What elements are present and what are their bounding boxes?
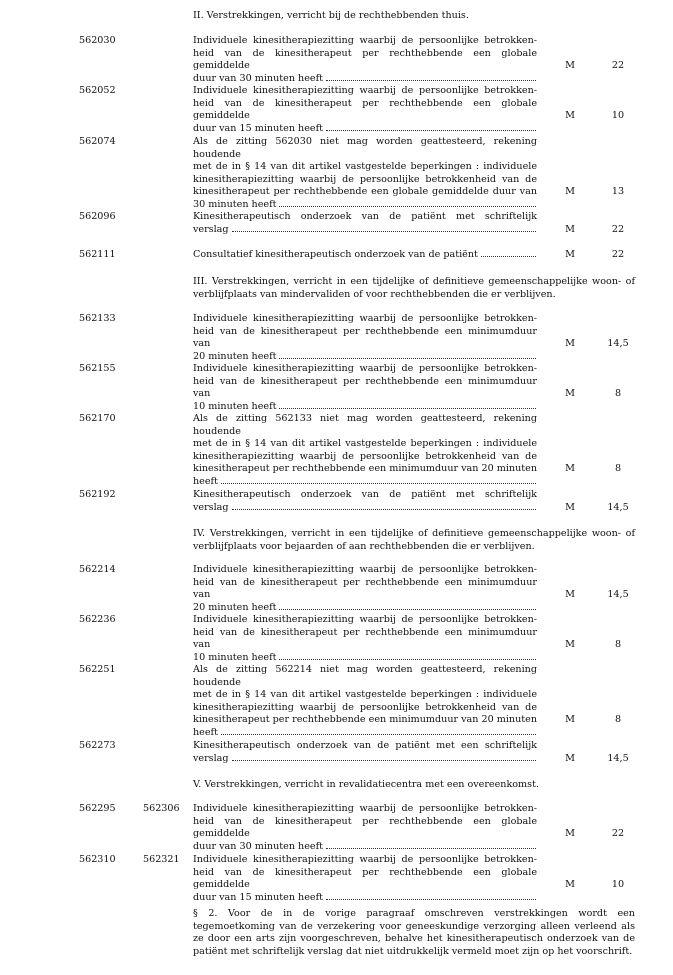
dot-leader: [326, 898, 536, 900]
dot-leader: [279, 658, 536, 660]
description-line: Individuele kinesitherapiezitting waarbij de persoonlijke betrokken-: [193, 35, 537, 46]
key-letter: M: [565, 60, 575, 71]
dot-leader: [232, 230, 536, 232]
description-last-line: [193, 753, 537, 766]
description-last-line: [193, 123, 537, 136]
entry-description: [193, 740, 537, 765]
nomenclature-code: 562251: [79, 664, 116, 675]
coefficient-value: 8: [614, 714, 622, 725]
description-line: duur van 30 minuten heeft: [193, 840, 323, 852]
description-line: kinesitherapiezitting waarbij de persoonlijke betrokkenheid van de: [193, 450, 537, 462]
description-line: heid van de kinesitherapeut per rechthebbende een globale gemiddelde: [193, 97, 537, 121]
description-line: verslag: [193, 501, 229, 513]
description-last-line: [193, 841, 537, 854]
coefficient-value: 10: [611, 879, 625, 890]
dot-leader: [221, 482, 536, 484]
coefficient-value: 13: [611, 186, 625, 197]
description-line: met de in § 14 van dit artikel vastgestelde beperkingen : individuele: [193, 438, 537, 449]
description-line: Individuele kinesitherapiezitting waarbij de persoonlijke betrokken-: [193, 614, 537, 625]
description-last-line: [193, 249, 537, 262]
key-letter: M: [565, 186, 575, 197]
dot-leader: [232, 759, 536, 761]
description-line: 10 minuten heeft: [193, 400, 277, 412]
description-line: Kinesitherapeutisch onderzoek van de patiënt met schriftelijk: [193, 489, 537, 500]
section-heading-iv: IV. Verstrekkingen, verricht in een tijdelijke of definitieve gemeenschappelijke woon- of verblijfplaats voor bejaarden of aan rechthebbenden die er verblijven.: [193, 528, 635, 552]
description-line: heid van de kinesitherapeut per rechthebbende een minimumduur van: [193, 626, 537, 650]
description-line: 20 minuten heeft: [193, 350, 277, 362]
entry-description: [193, 136, 537, 211]
coefficient-value: 8: [614, 463, 622, 474]
description-line: verslag: [193, 223, 229, 235]
nomenclature-code: 562295: [79, 803, 116, 814]
coefficient-value: 22: [611, 249, 625, 260]
dot-leader: [279, 357, 536, 359]
description-last-line: [193, 224, 537, 237]
section-heading-ii: II. Verstrekkingen, verricht bij de rechthebbenden thuis.: [193, 10, 469, 21]
nomenclature-code: 562096: [79, 211, 116, 222]
description-line: 20 minuten heeft: [193, 601, 277, 613]
description-line: met de in § 14 van dit artikel vastgestelde beperkingen : individuele: [193, 161, 537, 172]
key-letter: M: [565, 110, 575, 121]
description-line: Als de zitting 562133 niet mag worden geattesteerd, rekening houdende: [193, 413, 537, 437]
entry-description: [193, 35, 537, 85]
description-line: heid van de kinesitherapeut per rechthebbende een minimumduur van: [193, 325, 537, 349]
description-line: Als de zitting 562030 niet mag worden geattesteerd, rekening houdende: [193, 136, 537, 160]
entry-description: [193, 803, 537, 853]
description-line: 30 minuten heeft: [193, 198, 277, 210]
nomenclature-code: 562273: [79, 740, 116, 751]
coefficient-value: 10: [611, 110, 625, 121]
coefficient-value: 22: [611, 60, 625, 71]
description-line: kinesitherapeut per rechthebbende een minimumduur van 20 minuten: [193, 463, 538, 474]
description-line: Kinesitherapeutisch onderzoek van de patiënt met een schriftelijk: [193, 740, 537, 751]
entry-description: [193, 85, 537, 135]
nomenclature-code: 562192: [79, 489, 116, 500]
description-last-line: [193, 727, 537, 740]
nomenclature-code: 562310: [79, 854, 116, 865]
dot-leader: [279, 205, 536, 207]
description-line: kinesitherapeut per rechthebbende een globale gemiddelde duur van: [193, 186, 537, 197]
key-letter: M: [565, 752, 575, 764]
key-letter: M: [565, 879, 575, 890]
nomenclature-code-secondary: 562321: [143, 854, 180, 865]
entry-description: [193, 564, 537, 614]
description-line: kinesitherapiezitting waarbij de persoonlijke betrokkenheid van de: [193, 701, 537, 713]
key-letter: M: [565, 388, 575, 399]
dot-leader: [326, 129, 536, 131]
coefficient-value: 14,5: [607, 589, 629, 600]
nomenclature-code: 562111: [79, 249, 116, 260]
entry-description: [193, 489, 537, 514]
description-line: heid van de kinesitherapeut per rechthebbende een minimumduur van: [193, 375, 537, 399]
description-last-line: [193, 199, 537, 212]
key-letter: M: [565, 714, 575, 725]
nomenclature-code: 562170: [79, 413, 116, 424]
coefficient-value: 14,5: [607, 338, 629, 349]
entry-description: [193, 249, 537, 262]
description-line: kinesitherapiezitting waarbij de persoonlijke betrokkenheid van de: [193, 173, 537, 185]
entry-description: [193, 413, 537, 488]
description-line: 10 minuten heeft: [193, 651, 277, 663]
description-line: Individuele kinesitherapiezitting waarbij de persoonlijke betrokken-: [193, 564, 537, 575]
key-letter: M: [565, 589, 575, 600]
coefficient-value: 14,5: [607, 501, 629, 513]
description-line: heid van de kinesitherapeut per rechthebbende een globale gemiddelde: [193, 47, 537, 71]
description-last-line: [193, 502, 537, 515]
description-line: Individuele kinesitherapiezitting waarbij de persoonlijke betrokken-: [193, 854, 537, 865]
key-letter: M: [565, 249, 575, 260]
coefficient-value: 8: [614, 388, 622, 399]
description-line: verslag: [193, 752, 229, 764]
coefficient-value: 14,5: [607, 752, 629, 764]
description-line: met de in § 14 van dit artikel vastgestelde beperkingen : individuele: [193, 689, 537, 700]
entry-description: [193, 211, 537, 236]
description-line: heid van de kinesitherapeut per rechthebbende een globale gemiddelde: [193, 815, 537, 839]
description-line: kinesitherapeut per rechthebbende een minimumduur van 20 minuten: [193, 714, 538, 725]
description-line: Consultatief kinesitherapeutisch onderzoek van de patiënt: [193, 249, 478, 260]
nomenclature-code: 562155: [79, 363, 116, 374]
entry-description: [193, 664, 537, 739]
description-line: heid van de kinesitherapeut per rechthebbende een minimumduur van: [193, 576, 537, 600]
description-line: Als de zitting 562214 niet mag worden geattesteerd, rekening houdende: [193, 664, 537, 688]
description-line: Individuele kinesitherapiezitting waarbij de persoonlijke betrokken-: [193, 313, 537, 324]
description-line: duur van 15 minuten heeft: [193, 891, 323, 903]
dot-leader: [326, 847, 536, 849]
nomenclature-code: 562133: [79, 313, 116, 324]
nomenclature-code: 562074: [79, 136, 116, 147]
description-line: duur van 30 minuten heeft: [193, 72, 323, 84]
dot-leader: [481, 255, 536, 257]
dot-leader: [279, 608, 536, 610]
key-letter: M: [565, 463, 575, 474]
dot-leader: [326, 79, 536, 81]
description-line: Individuele kinesitherapiezitting waarbij de persoonlijke betrokken-: [193, 85, 537, 96]
key-letter: M: [565, 223, 575, 235]
key-letter: M: [565, 639, 575, 650]
dot-leader: [221, 733, 536, 735]
nomenclature-code: 562052: [79, 85, 116, 96]
nomenclature-code: 562236: [79, 614, 116, 625]
description-line: Individuele kinesitherapiezitting waarbij de persoonlijke betrokken-: [193, 363, 537, 374]
description-last-line: [193, 476, 537, 489]
description-last-line: [193, 73, 537, 86]
entry-description: [193, 363, 537, 413]
description-line: Kinesitherapeutisch onderzoek van de patiënt met schriftelijk: [193, 211, 537, 222]
description-last-line: [193, 652, 537, 665]
key-letter: M: [565, 338, 575, 349]
coefficient-value: 22: [611, 223, 625, 235]
description-line: heid van de kinesitherapeut per rechthebbende een globale gemiddelde: [193, 866, 537, 890]
key-letter: M: [565, 828, 575, 839]
description-line: Individuele kinesitherapiezitting waarbij de persoonlijke betrokken-: [193, 803, 537, 814]
dot-leader: [232, 508, 536, 510]
nomenclature-code: 562030: [79, 35, 116, 46]
section-heading-v: V. Verstrekkingen, verricht in revalidatiecentra met een overeenkomst.: [193, 779, 539, 790]
description-line: heeft: [193, 475, 218, 487]
nomenclature-code: 562214: [79, 564, 116, 575]
entry-description: [193, 313, 537, 363]
section-heading-iii: III. Verstrekkingen, verricht in een tijdelijke of definitieve gemeenschappelijke woon- of verblijfplaats van mindervaliden of voor rechthebbenden die er verblijven.: [193, 276, 635, 300]
entry-description: [193, 854, 537, 904]
description-last-line: [193, 602, 537, 615]
description-line: duur van 15 minuten heeft: [193, 122, 323, 134]
nomenclature-code-secondary: 562306: [143, 803, 180, 814]
footnote-paragraph: § 2. Voor de in de vorige paragraaf omschreven verstrekkingen wordt een tegemoetkoming van de verzekering voor geneeskundige verzorging alleen verleend als ze door een arts zijn voorgeschreven, behalve het kinesitherapeutisch onderzoek van de patiënt met schriftelijk verslag dat niet uitdrukkelijk vermeld moet zijn op het voorschrift.: [193, 908, 635, 957]
coefficient-value: 22: [611, 828, 625, 839]
key-letter: M: [565, 501, 575, 513]
dot-leader: [279, 407, 536, 409]
description-line: heeft: [193, 726, 218, 738]
coefficient-value: 8: [614, 639, 622, 650]
entry-description: [193, 614, 537, 664]
description-last-line: [193, 401, 537, 414]
description-last-line: [193, 351, 537, 364]
description-last-line: [193, 892, 537, 905]
